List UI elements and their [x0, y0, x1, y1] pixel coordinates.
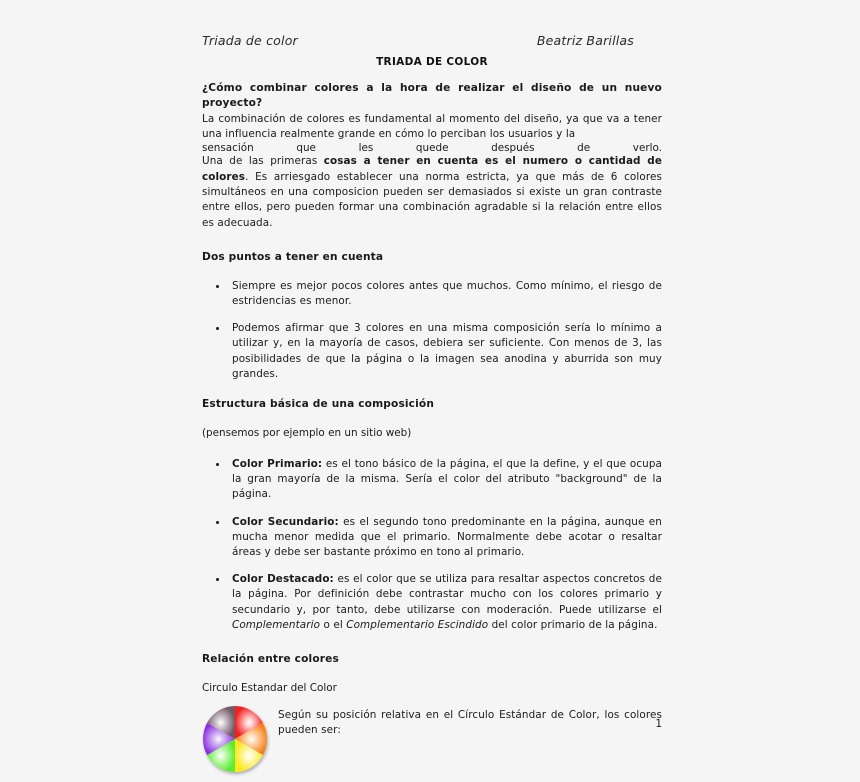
intro-paragraph-part-2 — [202, 154, 662, 230]
term-color-destacado: Color Destacado: — [232, 573, 334, 586]
term-complementario: Complementario — [232, 618, 321, 631]
text-color-secundario: es el segundo tono predominante en la página, aunque en mucha menor medida que el primario. Normalmente debe acotar o resaltar áreas y debe ser bastante próximo en tono al primario. — [232, 515, 662, 558]
figure-caption: Circulo Estandar del Color — [202, 681, 337, 694]
intro-spread-line — [202, 142, 662, 154]
list-item-color-destacado — [202, 572, 662, 633]
heading-dos-puntos: Dos puntos a tener en cuenta — [202, 250, 384, 263]
color-wheel-icon — [203, 706, 267, 772]
spread-word: verlo. — [632, 142, 662, 155]
running-head-right: Beatriz Barillas — [536, 33, 634, 48]
text-color-primario: es el tono básico de la página, el que la define, y el que ocupa la gran mayoría de la misma. Sería el color del atributo "background" de la página. — [232, 458, 663, 501]
intro-part2-post: . Es arriesgado establecer una norma estricta, ya que más de 6 colores simultáneos en una composicion pueden ser demasiados si existe un gran contraste entre ellos, pero pueden formar una combinación agradable si la relación entre ellos es adecuada. — [202, 170, 662, 229]
estructura-note: (pensemos por ejemplo en un sitio web) — [202, 426, 412, 439]
list-estructura — [202, 457, 662, 633]
page-number: 1 — [655, 718, 662, 730]
intro-paragraph-part-1: La combinación de colores es fundamental al momento del diseño, ya que va a tener una influencia realmente grande en cómo lo perciban los usuarios y la — [202, 112, 662, 141]
spread-word: quede — [415, 142, 449, 155]
text-destacado-after: del color primario de la página. — [488, 618, 658, 631]
running-head-left: Triada de color — [202, 33, 298, 48]
intro-question-line-2: proyecto? — [202, 97, 263, 110]
list-item-color-primario — [202, 457, 662, 503]
page-content — [202, 33, 662, 782]
term-complementario-escindido: Complementario Escindido — [346, 618, 489, 631]
spread-word: sensación — [202, 142, 254, 155]
heading-relacion: Relación entre colores — [202, 652, 339, 665]
spread-word: después — [491, 142, 535, 155]
intro-part2-bold: cosas a tener en cuenta es el numero o cantidad de colores — [202, 155, 662, 183]
list-item: Podemos afirmar que 3 colores en una misma composición sería lo mínimo a utilizar y, en la mayoría de casos, debiera ser suficiente. Con menos de 3, las posibilidades de que la página o la imagen sea anodina y aburrida son muy grandes. — [202, 321, 662, 382]
text-destacado-before: es el color que se utiliza para resaltar aspectos concretos de la página. Por definición debe contrastar mucho con los colores primario y secundario y, por tanto, debe utilizarse con moderación. Puede utilizarse el — [232, 573, 663, 616]
intro-question-heading — [202, 81, 662, 112]
term-color-primario: Color Primario: — [232, 458, 323, 470]
running-head — [202, 33, 662, 48]
spread-word: que — [296, 142, 316, 155]
list-item: Siempre es mejor pocos colores antes que muchos. Como mínimo, el riesgo de estridencias es menor. — [202, 279, 662, 309]
figure-description: Según su posición relativa en el Círculo Estándar de Color, los colores pueden ser: — [278, 708, 662, 737]
heading-estructura: Estructura básica de una composición — [202, 397, 435, 410]
list-item-color-secundario — [202, 515, 662, 561]
color-wheel-wrap — [203, 706, 267, 772]
spread-word: les — [358, 142, 374, 155]
list-dos-puntos — [202, 279, 662, 382]
intro-part2-pre: Una de las primeras — [202, 155, 324, 168]
intro-question-line-1: ¿Cómo combinar colores a la hora de realizar el diseño de un nuevo — [202, 82, 662, 94]
spread-word: de — [577, 142, 591, 155]
document-title: TRIADA DE COLOR — [376, 56, 488, 68]
text-destacado-mid: o el — [320, 618, 347, 631]
term-color-secundario: Color Secundario: — [232, 515, 339, 528]
